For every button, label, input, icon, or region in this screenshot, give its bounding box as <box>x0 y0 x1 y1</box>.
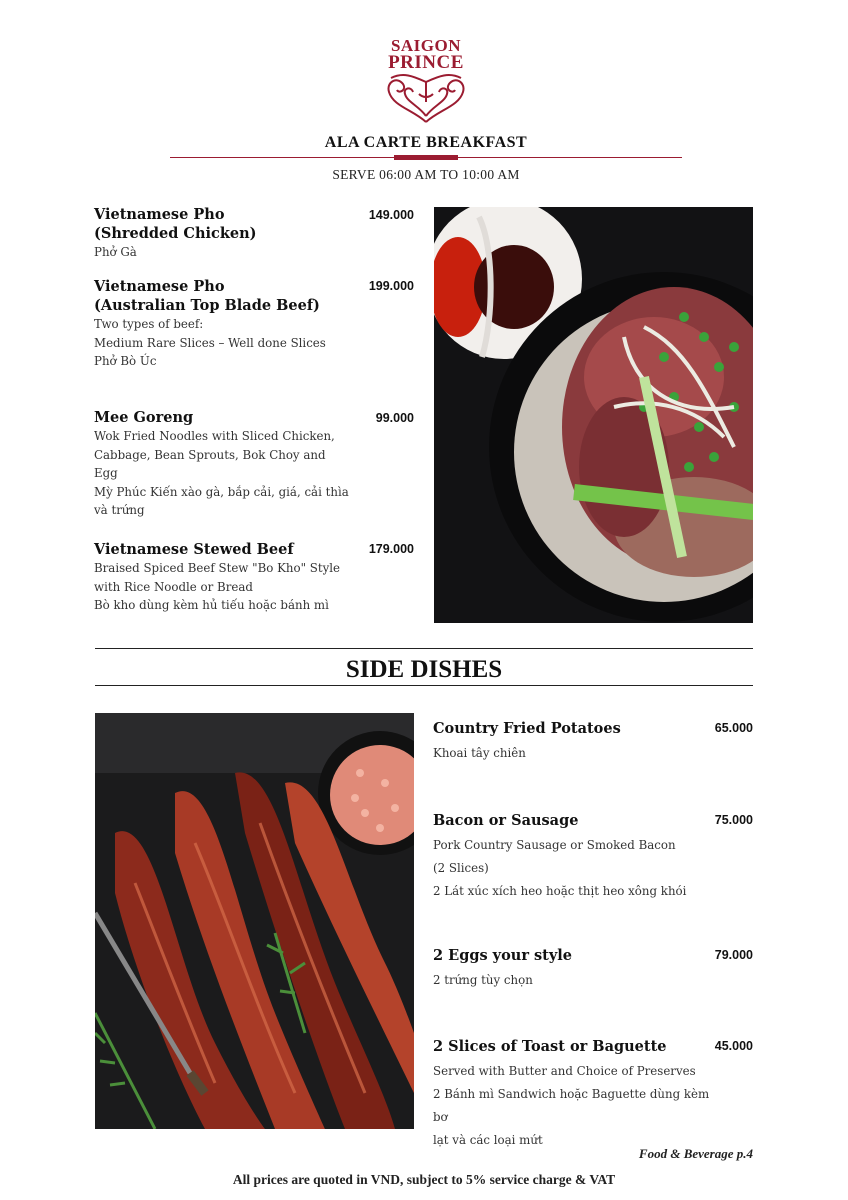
item-desc-line: và trứng <box>94 503 145 517</box>
item-name: Vietnamese Stewed Beef <box>94 541 294 558</box>
item-desc-line: Pork Country Sausage or Smoked Bacon <box>433 838 676 852</box>
item-desc-line: Served with Butter and Choice of Preserves <box>433 1064 696 1078</box>
item-name: Mee Goreng <box>94 409 194 426</box>
item-name: 2 Slices of Toast or Baguette <box>433 1038 667 1055</box>
item-desc-line: Medium Rare Slices – Well done Slices <box>94 335 326 350</box>
item-desc-line: Egg <box>94 466 118 480</box>
menu-item <box>433 811 713 903</box>
item-price: 45.000 <box>714 1039 753 1053</box>
item-price: 75.000 <box>714 813 753 827</box>
item-desc-line: 2 Lát xúc xích heo hoặc thịt heo xông khói <box>433 884 687 898</box>
item-desc-line: Phở Bò Úc <box>94 354 157 368</box>
item-price: 99.000 <box>375 411 414 425</box>
item-desc-line: Cabbage, Bean Sprouts, Bok Choy and <box>94 447 326 462</box>
item-desc-line: Phở Gà <box>94 245 137 259</box>
item-name: Vietnamese Pho <box>94 278 225 295</box>
bacon-illustration <box>95 713 414 1129</box>
pho-photo <box>434 207 753 623</box>
menu-item <box>433 719 713 765</box>
menu-item <box>433 1037 718 1152</box>
item-desc-line: (2 Slices) <box>433 861 489 875</box>
side-divider-bottom <box>95 685 753 686</box>
menu-item <box>94 540 354 615</box>
item-desc-line: lạt và các loại mứt <box>433 1133 543 1147</box>
menu-item <box>94 408 354 520</box>
item-desc-line: Mỳ Phúc Kiến xào gà, bắp cải, giá, cải thìa <box>94 484 349 499</box>
item-desc-line: Wok Fried Noodles with Sliced Chicken, <box>94 429 335 443</box>
item-price: 179.000 <box>368 542 414 556</box>
item-desc-line: Bò kho dùng kèm hủ tiếu hoặc bánh mì <box>94 598 329 612</box>
menu-item <box>94 205 344 262</box>
item-desc-line: 2 trứng tùy chọn <box>433 973 533 987</box>
logo-text-saigon: SAIGON <box>390 36 462 55</box>
item-name: Vietnamese Pho <box>94 206 225 223</box>
item-name: Country Fried Potatoes <box>433 720 621 737</box>
menu-item <box>94 277 354 371</box>
item-name-sub: (Shredded Chicken) <box>94 225 257 242</box>
item-desc-line: Braised Spiced Beef Stew "Bo Kho" Style <box>94 561 341 575</box>
item-desc-line: with Rice Noodle or Bread <box>94 579 253 594</box>
title-divider-accent <box>394 155 458 160</box>
section-title-breakfast: ALA CARTE BREAKFAST <box>324 134 528 151</box>
pho-bowl-illustration <box>434 207 753 623</box>
item-price: 199.000 <box>368 279 414 293</box>
item-price: 79.000 <box>714 948 753 962</box>
section-title-side-dishes: SIDE DISHES <box>345 656 503 683</box>
menu-item <box>433 946 713 992</box>
price-disclaimer: All prices are quoted in VND, subject to 5% service charge & VAT <box>232 1172 616 1187</box>
logo-ornament-icon <box>383 72 469 124</box>
item-price: 65.000 <box>714 721 753 735</box>
item-name: Bacon or Sausage <box>433 812 579 829</box>
item-desc-line: Khoai tây chiên <box>433 746 526 760</box>
page-number: Food & Beverage p.4 <box>638 1146 753 1161</box>
item-desc-line: Two types of beef: <box>94 317 204 331</box>
item-price: 149.000 <box>368 208 414 222</box>
serve-hours: SERVE 06:00 AM TO 10:00 AM <box>332 167 520 182</box>
item-name: 2 Eggs your style <box>433 947 573 964</box>
saigon-prince-logo <box>380 38 472 128</box>
logo-text-prince: PRINCE <box>388 52 464 73</box>
item-desc-line: 2 Bánh mì Sandwich hoặc Baguette dùng kèm bơ <box>433 1087 710 1124</box>
bacon-photo <box>95 713 414 1129</box>
side-divider-top <box>95 648 753 649</box>
item-name-sub: (Australian Top Blade Beef) <box>94 297 320 314</box>
